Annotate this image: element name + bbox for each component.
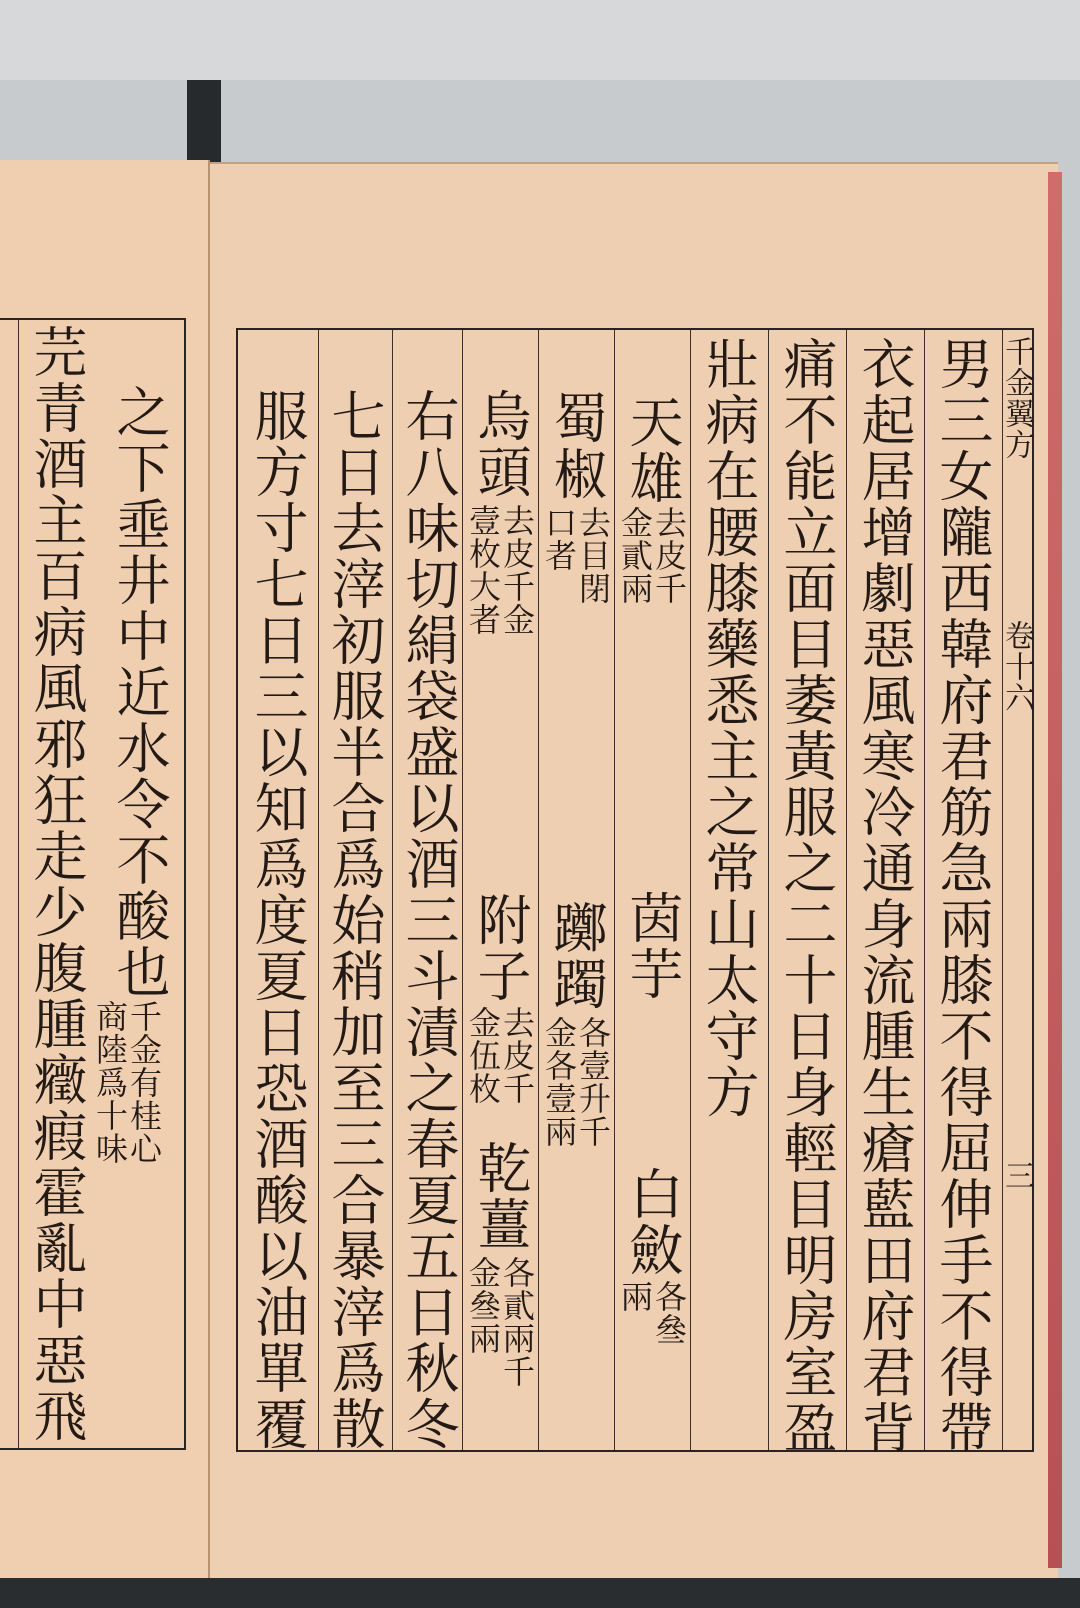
ingredient-name: 茵芋 <box>621 890 684 1002</box>
column-2-text: 衣起居增劇惡風寒冷通身流腫生瘡藍田府君背 <box>853 336 916 1456</box>
text-column-3 <box>768 330 847 1456</box>
ingredient-note: 去皮千 <box>498 1006 536 1105</box>
column-3-text: 痛不能立面目萎黃服之二十日身輕目明房室盈 <box>775 336 838 1456</box>
text-column-2 <box>846 330 925 1456</box>
ingredient-name: 白斂 <box>621 1166 684 1278</box>
ingredient-name: 躑躅 <box>545 900 608 1012</box>
ingredient-note: 去皮千金 <box>498 504 536 636</box>
ingredient-name: 天雄 <box>621 394 684 506</box>
text-column-9 <box>318 330 393 1450</box>
column-8-text: 右八味切絹袋盛以酒三斗漬之春夏五日秋冬 <box>397 388 460 1452</box>
left-text-column-2 <box>18 320 99 1448</box>
text-column-4 <box>690 330 769 1450</box>
ingredient-note: 各壹升千 <box>574 1016 612 1148</box>
ingredient-note: 去目閉 <box>574 506 612 605</box>
ingredient-note: 金各壹兩 <box>540 1016 578 1148</box>
text-column-10 <box>242 330 318 1450</box>
folio-number: 三 <box>999 1160 1034 1191</box>
text-column-1 <box>924 330 1003 1456</box>
ingredient-note: 金伍枚 <box>464 1006 502 1105</box>
ingredient-note: 各叄 <box>650 1280 688 1346</box>
column-10-text: 服方寸七日三以知爲度夏日恐酒酸以油單覆 <box>246 388 309 1452</box>
volume-label: 卷十六 <box>999 620 1034 713</box>
text-column-8 <box>392 330 463 1450</box>
header-column <box>999 330 1034 1450</box>
ingredient-note: 口者 <box>540 506 578 572</box>
ingredient-name: 蜀椒 <box>545 390 608 502</box>
left-column-1-note-a: 千金有桂心 <box>125 1000 163 1165</box>
left-column-1-text: 之下埀井中近水令不酸也 <box>108 384 171 1000</box>
ingredient-note: 各貳兩千 <box>498 1256 536 1388</box>
left-text-column-1 <box>91 320 182 1448</box>
column-9-text: 七日去滓初服半合爲始稍加至三合暴滓爲散 <box>323 388 386 1452</box>
column-4-text: 壯病在腰膝藥悉主之常山太守方 <box>697 336 760 1120</box>
book-title: 千金翼方 <box>999 336 1034 460</box>
left-column-1-note-b: 商陸爲十味 <box>91 1000 129 1165</box>
page-red-edge <box>1048 172 1062 1568</box>
scanner-top-margin <box>0 0 1080 80</box>
scanner-bottom-margin <box>0 1578 1080 1608</box>
ingredient-note: 金叄兩 <box>464 1256 502 1355</box>
ingredient-name: 乾薑 <box>469 1140 532 1252</box>
ingredient-name: 附子 <box>469 892 532 1004</box>
ingredient-name: 烏頭 <box>469 388 532 500</box>
right-page-frame <box>236 328 1034 1456</box>
left-page-frame <box>0 318 186 1450</box>
right-page <box>210 162 1058 1580</box>
left-column-2-text: 芫青酒主百病風邪狂走少腹腫癥瘕霍亂中惡飛 <box>25 324 88 1444</box>
ingredient-note: 兩 <box>616 1280 654 1313</box>
ingredient-column-2 <box>538 330 615 1450</box>
ingredient-note: 壹枚大者 <box>464 504 502 636</box>
ingredient-note: 去皮千 <box>650 506 688 605</box>
ingredient-column-1 <box>614 330 691 1450</box>
column-1-text: 男三女隴西韓府君筋急兩膝不得屈伸手不得帶 <box>931 336 994 1456</box>
ingredient-column-3 <box>462 330 539 1450</box>
left-page <box>0 160 210 1578</box>
ingredient-note: 金貳兩 <box>616 506 654 605</box>
